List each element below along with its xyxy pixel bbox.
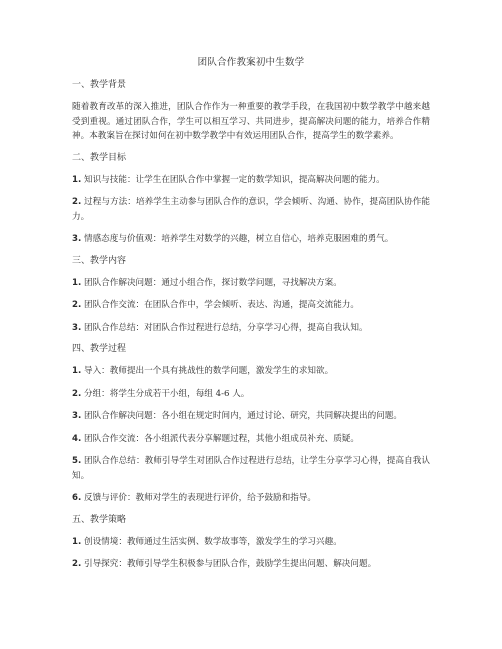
list-item	[72, 454, 430, 483]
item-text: 团队合作解决问题：通过小组合作，探讨数学问题，寻找解决方案。	[83, 277, 342, 288]
list-item	[72, 232, 430, 247]
item-number: 5.	[72, 456, 82, 466]
item-text: 反馈与评价：教师对学生的表现进行评价，给予鼓励和指导。	[83, 493, 317, 503]
item-number: 4.	[72, 433, 82, 444]
item-text: 团队合作总结：教师引导学生对团队合作过程进行总结，让学生分享学习心得，提高自我认知。	[72, 456, 430, 481]
list-item	[72, 195, 430, 224]
item-text: 知识与技能：让学生在团队合作中掌握一定的数学知识，提高解决问题的能力。	[83, 174, 385, 185]
section-heading-background: 一、教学背景	[72, 80, 127, 90]
item-number: 3.	[72, 234, 82, 244]
item-text: 团队合作解决问题：各小组在规定时间内，通过讨论、研究，共同解决提出的问题。	[83, 411, 402, 421]
list-item	[72, 364, 430, 379]
item-text: 导入：教师提出一个具有挑战性的数学问题，激发学生的求知欲。	[83, 366, 334, 376]
list-item	[72, 276, 430, 291]
section-heading-objectives: 二、教学目标	[72, 152, 127, 163]
item-number: 1.	[72, 174, 82, 185]
item-text: 情感态度与价值观：培养学生对数学的兴趣，树立自信心，培养克服困难的勇气。	[83, 234, 394, 244]
section-paragraph-background: 随着教育改革的深入推进，团队合作作为一种重要的教学手段，在我国初中数学教学中越来越受到重视。通过团队合作，学生可以相互学习、共同进步，提高解决问题的能力，培养合作精神。本教案旨在探讨如何在初中数学教学中有效运用团队合作，提高学生的数学素养。	[72, 102, 430, 141]
item-text: 创设情境：教师通过生活实例、数学故事等，激发学生的学习兴趣。	[83, 536, 342, 547]
item-text: 过程与方法：培养学生主动参与团队合作的意识，学会倾听、沟通、协作，提高团队协作能力。	[72, 197, 430, 222]
list-item	[72, 387, 430, 402]
list-item	[72, 173, 430, 188]
document-title: 团队合作教案初中生数学	[197, 57, 305, 68]
item-number: 2.	[72, 388, 82, 399]
section-heading-strategy: 五、教学策略	[72, 514, 127, 525]
list-item	[72, 557, 430, 572]
list-item	[72, 409, 430, 424]
section-heading-content: 三、教学内容	[72, 255, 127, 266]
item-number: 2.	[72, 559, 82, 569]
item-number: 1.	[72, 366, 82, 376]
item-text: 分组：将学生分成若干小组，每组 4-6 人。	[83, 388, 250, 399]
item-number: 6.	[72, 493, 82, 503]
item-text: 团队合作交流：各小组派代表分享解题过程，其他小组成员补充、质疑。	[83, 433, 359, 444]
item-text: 团队合作交流：在团队合作中，学会倾听、表达、沟通，提高交流能力。	[83, 300, 359, 310]
list-item	[72, 491, 430, 506]
item-number: 3.	[72, 411, 82, 421]
item-text: 团队合作总结：对团队合作过程进行总结，分享学习心得，提高自我认知。	[83, 322, 368, 333]
item-number: 1.	[72, 277, 82, 288]
item-number: 1.	[72, 536, 82, 547]
list-item	[72, 321, 430, 336]
item-number: 3.	[72, 322, 82, 333]
section-heading-process: 四、教学过程	[72, 344, 127, 354]
item-number: 2.	[72, 197, 82, 207]
list-item	[72, 298, 430, 313]
list-item	[72, 535, 430, 550]
item-number: 2.	[72, 300, 82, 310]
item-text: 引导探究：教师引导学生积极参与团队合作，鼓励学生提出问题、解决问题。	[83, 559, 377, 569]
list-item	[72, 432, 430, 447]
